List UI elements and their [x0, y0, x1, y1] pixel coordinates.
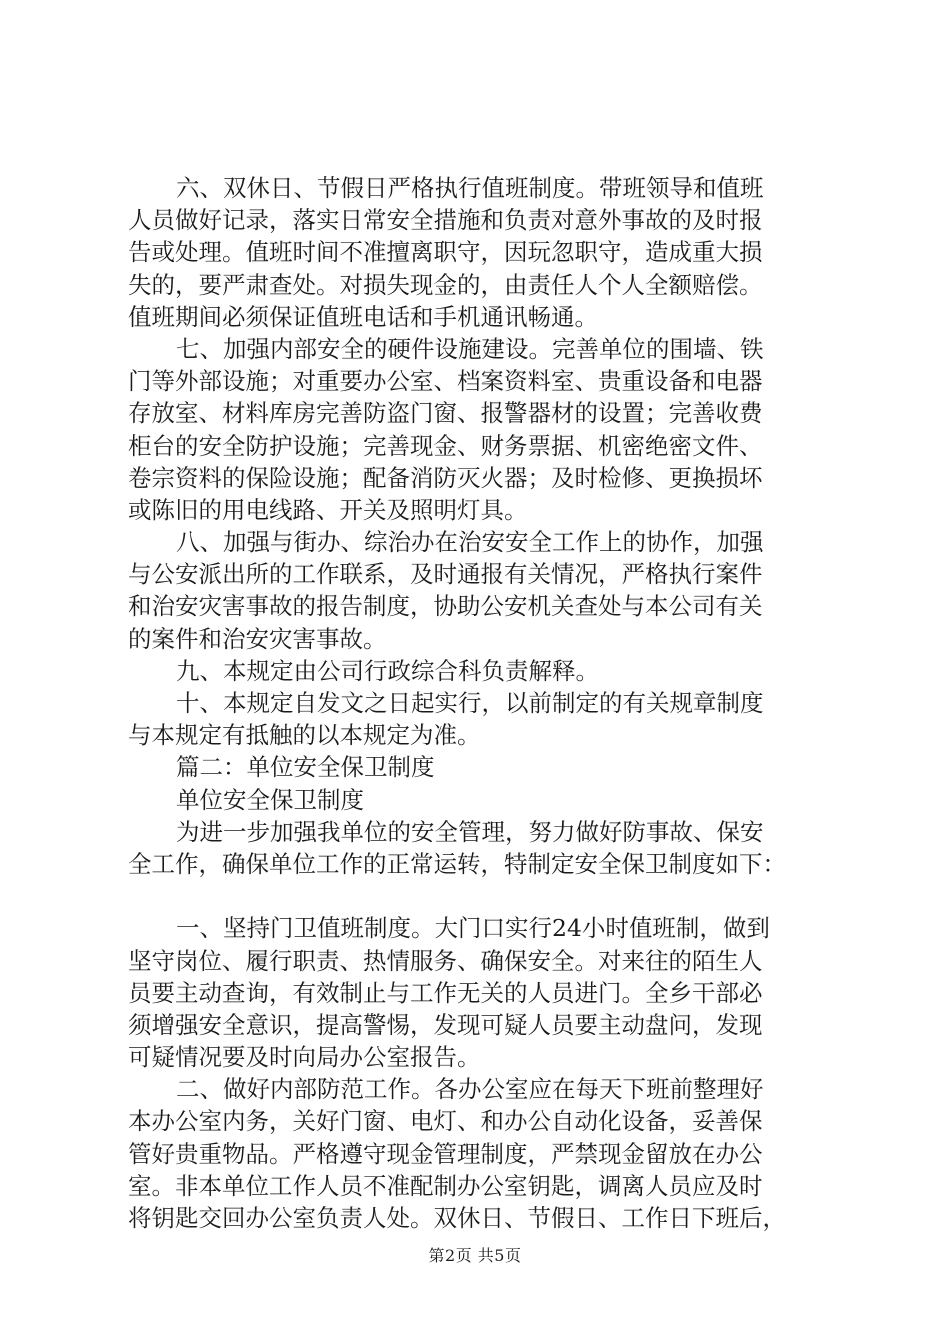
- paragraph-line: 员要主动查询，有效制止与工作无关的人员进门。全乡干部必: [128, 978, 763, 1007]
- paragraph-line: 门等外部设施；对重要办公室、档案资料室、贵重设备和电器: [128, 367, 763, 396]
- paragraph-first-line: 六、双休日、节假日严格执行值班制度。带班领导和值班: [176, 174, 764, 202]
- document-body: [128, 172, 840, 1234]
- paragraph-first-line: 一、坚持门卫值班制度。大门口实行24小时值班制，做到: [176, 914, 770, 943]
- paragraph-line: 柜台的安全防护设施；完善现金、财务票据、机密绝密文件、: [128, 431, 763, 460]
- paragraph-line: 全工作，确保单位工作的正常运转，特制定安全保卫制度如下：: [128, 849, 786, 878]
- paragraph-line: 卷宗资料的保险设施；配备消防灭火器；及时检修、更换损坏: [128, 463, 763, 492]
- paragraph-line: 人员做好记录，落实日常安全措施和负责对意外事故的及时报: [128, 206, 763, 235]
- paragraph-line: 和治安灾害事故的报告制度，协助公安机关查处与本公司有关: [128, 592, 763, 621]
- paragraph-first-line: 为进一步加强我单位的安全管理，努力做好防事故、保安: [176, 817, 764, 846]
- paragraph-first-line: 篇二：单位安全保卫制度: [176, 753, 435, 782]
- paragraph-first-line: 七、加强内部安全的硬件设施建设。完善单位的围墙、铁: [176, 334, 764, 363]
- paragraph-line: 存放室、材料库房完善防盗门窗、报警器材的设置；完善收费: [128, 399, 763, 428]
- page-footer: 第2页 共5页: [428, 1246, 522, 1265]
- paragraph-line: 本办公室内务，关好门窗、电灯、和办公自动化设备，妥善保: [128, 1107, 763, 1136]
- paragraph-line: 室。非本单位工作人员不准配制办公室钥匙，调离人员应及时: [128, 1171, 763, 1200]
- paragraph-line: 将钥匙交回办公室负责人处。双休日、节假日、工作日下班后，: [128, 1204, 786, 1232]
- paragraph-line: 失的，要严肃查处。对损失现金的，由责任人个人全额赔偿。: [128, 270, 763, 299]
- paragraph-line: 与公安派出所的工作联系，及时通报有关情况，严格执行案件: [128, 560, 763, 589]
- paragraph-line: 或陈旧的用电线路、开关及照明灯具。: [128, 495, 528, 524]
- paragraph-first-line: 二、做好内部防范工作。各办公室应在每天下班前整理好: [176, 1075, 764, 1104]
- paragraph-first-line: 单位安全保卫制度: [176, 785, 364, 814]
- paragraph-line: 坚守岗位、履行职责、热情服务、确保安全。对来往的陌生人: [128, 946, 763, 975]
- paragraph-line: 的案件和治安灾害事故。: [128, 624, 387, 653]
- paragraph-line: 管好贵重物品。严格遵守现金管理制度，严禁现金留放在办公: [128, 1139, 763, 1168]
- paragraph-first-line: 九、本规定由公司行政综合科负责解释。: [176, 656, 599, 685]
- paragraph-line: 须增强安全意识，提高警惕，发现可疑人员要主动盘问，发现: [128, 1010, 763, 1039]
- paragraph-first-line: 十、本规定自发文之日起实行，以前制定的有关规章制度: [176, 689, 764, 717]
- blank-line: [128, 880, 840, 912]
- paragraph-line: 可疑情况要及时向局办公室报告。: [128, 1043, 481, 1072]
- paragraph-line: 值班期间必须保证值班电话和手机通讯畅通。: [128, 302, 598, 331]
- paragraph-line: 与本规定有抵触的以本规定为准。: [128, 721, 481, 750]
- paragraph-line: 告或处理。值班时间不准擅离职守，因玩忽职守，造成重大损: [128, 238, 763, 267]
- paragraph-first-line: 八、加强与街办、综治办在治安安全工作上的协作，加强: [176, 528, 764, 557]
